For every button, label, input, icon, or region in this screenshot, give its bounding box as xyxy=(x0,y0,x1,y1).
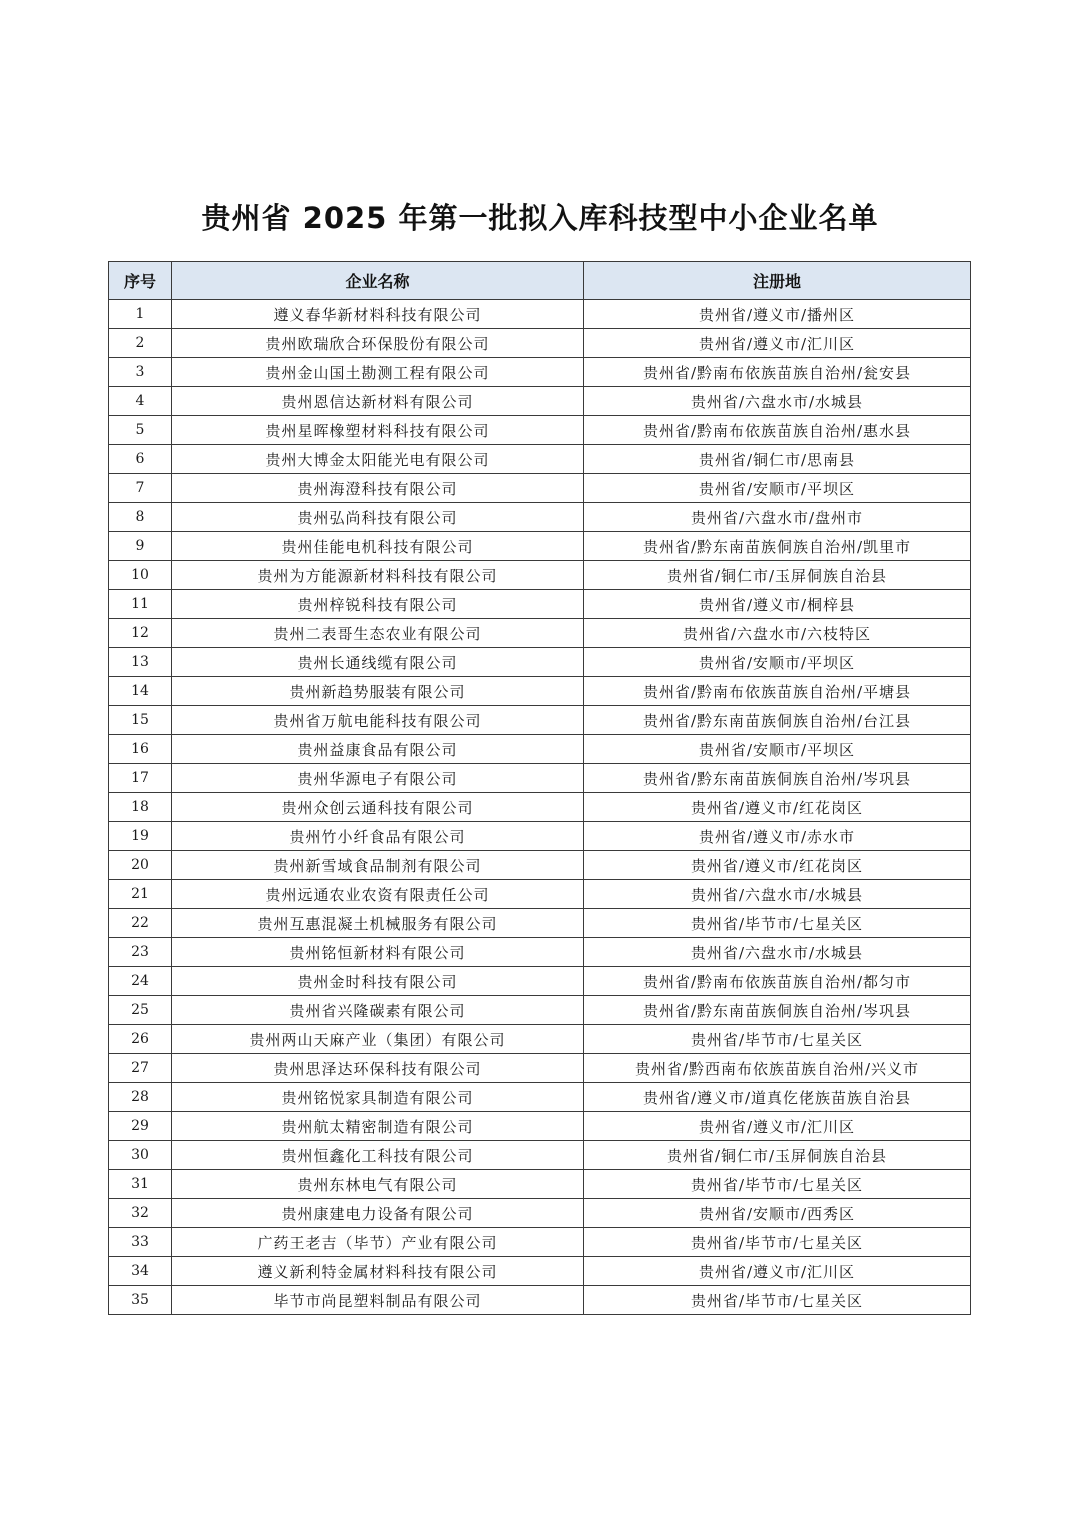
table-row xyxy=(109,1083,971,1112)
row-company-name: 贵州竹小纤食品有限公司 xyxy=(172,822,584,851)
row-company-name: 贵州航太精密制造有限公司 xyxy=(172,1112,584,1141)
row-index: 18 xyxy=(109,793,172,822)
row-registered-location: 贵州省/铜仁市/思南县 xyxy=(584,445,971,474)
row-registered-location: 贵州省/铜仁市/玉屏侗族自治县 xyxy=(584,1141,971,1170)
table-row xyxy=(109,561,971,590)
row-company-name: 贵州铭悦家具制造有限公司 xyxy=(172,1083,584,1112)
table-row xyxy=(109,1054,971,1083)
row-index: 11 xyxy=(109,590,172,619)
row-index: 13 xyxy=(109,648,172,677)
row-index: 10 xyxy=(109,561,172,590)
row-index: 23 xyxy=(109,938,172,967)
row-index: 24 xyxy=(109,967,172,996)
table-row xyxy=(109,387,971,416)
row-registered-location: 贵州省/安顺市/西秀区 xyxy=(584,1199,971,1228)
row-registered-location: 贵州省/六盘水市/六枝特区 xyxy=(584,619,971,648)
table-row xyxy=(109,358,971,387)
table-row xyxy=(109,706,971,735)
row-company-name: 贵州金山国土勘测工程有限公司 xyxy=(172,358,584,387)
row-company-name: 贵州大博金太阳能光电有限公司 xyxy=(172,445,584,474)
row-registered-location: 贵州省/遵义市/汇川区 xyxy=(584,1257,971,1286)
row-registered-location: 贵州省/毕节市/七星关区 xyxy=(584,1286,971,1315)
row-index: 15 xyxy=(109,706,172,735)
row-index: 1 xyxy=(109,300,172,329)
table-row xyxy=(109,735,971,764)
row-registered-location: 贵州省/黔东南苗族侗族自治州/岑巩县 xyxy=(584,764,971,793)
table-row xyxy=(109,1228,971,1257)
row-registered-location: 贵州省/铜仁市/玉屏侗族自治县 xyxy=(584,561,971,590)
row-company-name: 贵州恩信达新材料有限公司 xyxy=(172,387,584,416)
table-row xyxy=(109,1286,971,1315)
row-index: 32 xyxy=(109,1199,172,1228)
row-index: 29 xyxy=(109,1112,172,1141)
table-row xyxy=(109,1199,971,1228)
table-row xyxy=(109,967,971,996)
row-company-name: 贵州众创云通科技有限公司 xyxy=(172,793,584,822)
row-registered-location: 贵州省/遵义市/桐梓县 xyxy=(584,590,971,619)
row-index: 14 xyxy=(109,677,172,706)
table-row xyxy=(109,1112,971,1141)
row-registered-location: 贵州省/遵义市/红花岗区 xyxy=(584,851,971,880)
row-company-name: 贵州为方能源新材料科技有限公司 xyxy=(172,561,584,590)
table-row xyxy=(109,677,971,706)
row-company-name: 贵州互惠混凝土机械服务有限公司 xyxy=(172,909,584,938)
row-company-name: 贵州佳能电机科技有限公司 xyxy=(172,532,584,561)
row-index: 26 xyxy=(109,1025,172,1054)
row-company-name: 贵州省兴隆碳素有限公司 xyxy=(172,996,584,1025)
row-company-name: 贵州弘尚科技有限公司 xyxy=(172,503,584,532)
row-company-name: 毕节市尚昆塑料制品有限公司 xyxy=(172,1286,584,1315)
row-index: 21 xyxy=(109,880,172,909)
table-header-row xyxy=(109,262,971,300)
table-row xyxy=(109,909,971,938)
table-row xyxy=(109,590,971,619)
row-registered-location: 贵州省/遵义市/播州区 xyxy=(584,300,971,329)
header-registered-location: 注册地 xyxy=(584,262,971,300)
row-company-name: 贵州恒鑫化工科技有限公司 xyxy=(172,1141,584,1170)
table-body xyxy=(109,300,971,1315)
row-index: 34 xyxy=(109,1257,172,1286)
row-registered-location: 贵州省/安顺市/平坝区 xyxy=(584,648,971,677)
row-index: 31 xyxy=(109,1170,172,1199)
table-row xyxy=(109,1170,971,1199)
row-company-name: 贵州二表哥生态农业有限公司 xyxy=(172,619,584,648)
table-row xyxy=(109,648,971,677)
row-index: 7 xyxy=(109,474,172,503)
row-registered-location: 贵州省/遵义市/汇川区 xyxy=(584,1112,971,1141)
row-company-name: 遵义新利特金属材料科技有限公司 xyxy=(172,1257,584,1286)
row-index: 25 xyxy=(109,996,172,1025)
row-registered-location: 贵州省/黔南布依族苗族自治州/惠水县 xyxy=(584,416,971,445)
row-company-name: 贵州远通农业农资有限责任公司 xyxy=(172,880,584,909)
row-registered-location: 贵州省/黔南布依族苗族自治州/平塘县 xyxy=(584,677,971,706)
table-row xyxy=(109,764,971,793)
table-row xyxy=(109,329,971,358)
row-index: 8 xyxy=(109,503,172,532)
row-company-name: 贵州省万航电能科技有限公司 xyxy=(172,706,584,735)
table-row xyxy=(109,300,971,329)
row-registered-location: 贵州省/遵义市/道真仡佬族苗族自治县 xyxy=(584,1083,971,1112)
row-company-name: 贵州新雪域食品制剂有限公司 xyxy=(172,851,584,880)
row-registered-location: 贵州省/遵义市/赤水市 xyxy=(584,822,971,851)
row-registered-location: 贵州省/安顺市/平坝区 xyxy=(584,474,971,503)
row-index: 3 xyxy=(109,358,172,387)
row-index: 4 xyxy=(109,387,172,416)
row-registered-location: 贵州省/黔南布依族苗族自治州/都匀市 xyxy=(584,967,971,996)
table-row xyxy=(109,532,971,561)
table-row xyxy=(109,1141,971,1170)
row-registered-location: 贵州省/遵义市/汇川区 xyxy=(584,329,971,358)
row-index: 2 xyxy=(109,329,172,358)
row-index: 6 xyxy=(109,445,172,474)
row-index: 20 xyxy=(109,851,172,880)
table-row xyxy=(109,503,971,532)
row-company-name: 贵州铭恒新材料有限公司 xyxy=(172,938,584,967)
row-index: 12 xyxy=(109,619,172,648)
row-index: 27 xyxy=(109,1054,172,1083)
row-company-name: 贵州东林电气有限公司 xyxy=(172,1170,584,1199)
header-company-name: 企业名称 xyxy=(172,262,584,300)
row-index: 16 xyxy=(109,735,172,764)
row-registered-location: 贵州省/黔东南苗族侗族自治州/岑巩县 xyxy=(584,996,971,1025)
enterprise-table xyxy=(108,261,971,1315)
table-row xyxy=(109,1025,971,1054)
row-registered-location: 贵州省/毕节市/七星关区 xyxy=(584,1228,971,1257)
header-index: 序号 xyxy=(109,262,172,300)
table-row xyxy=(109,851,971,880)
row-registered-location: 贵州省/毕节市/七星关区 xyxy=(584,909,971,938)
row-registered-location: 贵州省/六盘水市/水城县 xyxy=(584,880,971,909)
row-company-name: 贵州益康食品有限公司 xyxy=(172,735,584,764)
row-registered-location: 贵州省/遵义市/红花岗区 xyxy=(584,793,971,822)
row-company-name: 贵州两山天麻产业（集团）有限公司 xyxy=(172,1025,584,1054)
row-registered-location: 贵州省/黔东南苗族侗族自治州/台江县 xyxy=(584,706,971,735)
row-registered-location: 贵州省/安顺市/平坝区 xyxy=(584,735,971,764)
row-index: 17 xyxy=(109,764,172,793)
row-index: 19 xyxy=(109,822,172,851)
table-row xyxy=(109,1257,971,1286)
row-registered-location: 贵州省/毕节市/七星关区 xyxy=(584,1025,971,1054)
row-registered-location: 贵州省/六盘水市/水城县 xyxy=(584,938,971,967)
row-index: 22 xyxy=(109,909,172,938)
table-row xyxy=(109,793,971,822)
row-company-name: 贵州金时科技有限公司 xyxy=(172,967,584,996)
row-company-name: 贵州华源电子有限公司 xyxy=(172,764,584,793)
row-company-name: 贵州梓锐科技有限公司 xyxy=(172,590,584,619)
row-registered-location: 贵州省/六盘水市/盘州市 xyxy=(584,503,971,532)
row-registered-location: 贵州省/毕节市/七星关区 xyxy=(584,1170,971,1199)
document-title: 贵州省 2025 年第一批拟入库科技型中小企业名单 xyxy=(201,201,879,235)
table-row xyxy=(109,822,971,851)
row-company-name: 贵州康建电力设备有限公司 xyxy=(172,1199,584,1228)
row-registered-location: 贵州省/黔西南布依族苗族自治州/兴义市 xyxy=(584,1054,971,1083)
row-index: 35 xyxy=(109,1286,172,1315)
table-row xyxy=(109,445,971,474)
row-registered-location: 贵州省/黔南布依族苗族自治州/瓮安县 xyxy=(584,358,971,387)
row-registered-location: 贵州省/六盘水市/水城县 xyxy=(584,387,971,416)
row-company-name: 贵州长通线缆有限公司 xyxy=(172,648,584,677)
row-index: 33 xyxy=(109,1228,172,1257)
table-row xyxy=(109,938,971,967)
row-company-name: 遵义春华新材料科技有限公司 xyxy=(172,300,584,329)
table-row xyxy=(109,474,971,503)
table-row xyxy=(109,416,971,445)
table-row xyxy=(109,996,971,1025)
row-index: 30 xyxy=(109,1141,172,1170)
row-company-name: 贵州新趋势服装有限公司 xyxy=(172,677,584,706)
row-index: 5 xyxy=(109,416,172,445)
row-company-name: 广药王老吉（毕节）产业有限公司 xyxy=(172,1228,584,1257)
row-index: 28 xyxy=(109,1083,172,1112)
row-company-name: 贵州思泽达环保科技有限公司 xyxy=(172,1054,584,1083)
row-company-name: 贵州欧瑞欣合环保股份有限公司 xyxy=(172,329,584,358)
row-registered-location: 贵州省/黔东南苗族侗族自治州/凯里市 xyxy=(584,532,971,561)
table-row xyxy=(109,619,971,648)
row-index: 9 xyxy=(109,532,172,561)
row-company-name: 贵州星晖橡塑材料科技有限公司 xyxy=(172,416,584,445)
table-row xyxy=(109,880,971,909)
row-company-name: 贵州海澄科技有限公司 xyxy=(172,474,584,503)
